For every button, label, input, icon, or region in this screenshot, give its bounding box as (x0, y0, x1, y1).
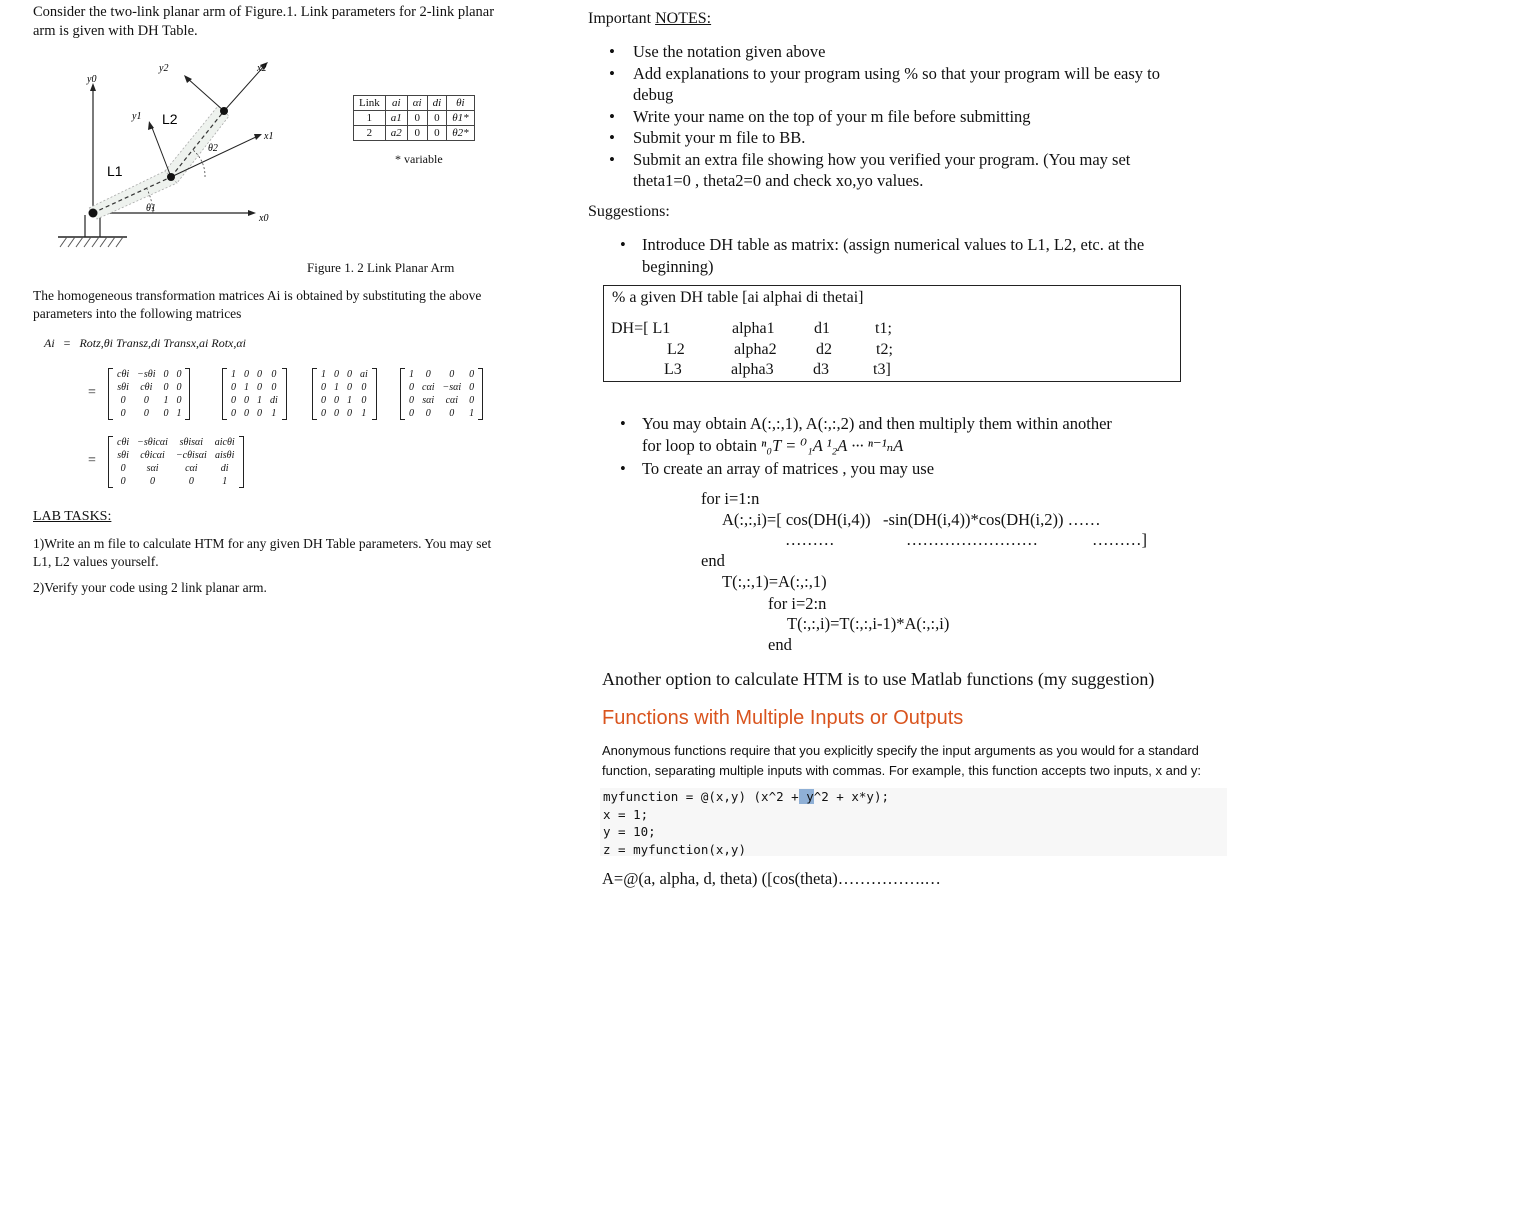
dh-header: ai (385, 96, 407, 111)
matrix-cell: 0 (176, 369, 182, 380)
code-line: x = 1; (603, 806, 649, 822)
dh-code-box (603, 285, 1181, 382)
code-line (600, 788, 1227, 806)
matrix-cell: 0 (361, 395, 367, 406)
code-example (600, 788, 1227, 856)
matrix-cell: 0 (409, 395, 414, 406)
matrix-cell: 0 (120, 408, 126, 419)
matrix-row (113, 407, 185, 420)
suggestions-title: Suggestions: (588, 203, 670, 220)
matrix-cell: 0 (469, 382, 475, 393)
matrix-cell: cαi (185, 463, 198, 474)
label-l2: L2 (162, 111, 178, 127)
code-line: end (768, 635, 792, 654)
htm-formula: ⁿ₀T = ⁰₁A ¹₂A ··· ⁿ⁻¹ₙA (761, 435, 904, 455)
matrix-row (113, 475, 239, 488)
dh-cell: 0 (407, 126, 427, 141)
matrix-cell: 1 (257, 395, 262, 406)
matrix-cell: 0 (231, 408, 236, 419)
intro-text: Consider the two-link planar arm of Figure.1. Link parameters for 2-link planar arm is given with DH Table. (33, 4, 495, 39)
suggestion-item: • Introduce DH table as matrix: (assign numerical values to L1, L2, etc. at the beginning) (642, 234, 1182, 277)
matrix-rot-x (400, 368, 483, 420)
matrix-cell: 0 (120, 395, 126, 406)
variable-note: * variable (395, 152, 443, 166)
matrix-row (317, 368, 372, 381)
dh-code-cell: L2 (667, 341, 685, 358)
elbow-joint (167, 173, 175, 181)
matrix-cell: 0 (163, 408, 169, 419)
label-y1: y1 (132, 111, 142, 122)
matrix-row (405, 381, 478, 394)
matrix-row (113, 394, 185, 407)
dh-cell: 2 (354, 126, 386, 141)
matrix-cell: 1 (334, 382, 339, 393)
matrix-cell: 0 (143, 395, 149, 406)
matrix-cell: ai (360, 369, 368, 380)
list-item: • Add explanations to your program using % so that your program will be easy to debug (606, 63, 1176, 106)
matrix-cell: 0 (425, 408, 431, 419)
two-link-arm-figure (55, 55, 335, 260)
matrix-cell: sαi (146, 463, 159, 474)
dh-cell: 0 (427, 126, 447, 141)
matrix-trans-z (222, 368, 287, 420)
code-selection: y (798, 789, 814, 804)
matrix-cell: 0 (449, 369, 455, 380)
final-line: A=@(a, alpha, d, theta) ([cos(theta)…………….… (602, 869, 941, 888)
matrix-row (113, 449, 239, 462)
matrix-cell: 0 (361, 382, 367, 393)
dh-header: αi (407, 96, 427, 111)
matrix-cell: 0 (409, 382, 414, 393)
lab-tasks-title: LAB TASKS: (33, 509, 112, 524)
notes-title (588, 10, 711, 28)
homogeneous-text: The homogeneous transformation matrices Ai is obtained by substituting the above parameters into the following matrices (33, 288, 482, 321)
matrix-cell: 0 (347, 382, 352, 393)
notes-list (606, 41, 1176, 192)
code-segment: myfunction = @(x,y) (x^2 + (603, 789, 799, 804)
matrix-rot-z (108, 368, 190, 420)
matrix-cell: sθi (117, 382, 129, 393)
label-x2: x2 (257, 63, 267, 74)
task-2: 2)Verify your code using 2 link planar arm. (33, 580, 267, 595)
matrix-cell: 0 (244, 395, 249, 406)
label-y0: y0 (87, 74, 97, 85)
matrix-row (317, 407, 372, 420)
dh-code-cell: d3 (813, 361, 829, 378)
matrix-row (405, 407, 478, 420)
matrix-cell: cαi (445, 395, 459, 406)
eq-sign: = (88, 385, 96, 400)
matrix-cell: 0 (163, 369, 169, 380)
dh-header: Link (354, 96, 386, 111)
functions-heading: Functions with Multiple Inputs or Outputs (602, 707, 964, 729)
code-line: for i=1:n (701, 489, 760, 508)
code-segment: ^2 + x*y); (813, 789, 889, 804)
matrix-cell: 0 (334, 395, 339, 406)
label-theta2: θ2 (208, 143, 218, 154)
matrix-cell: cαi (422, 382, 435, 393)
base-joint (89, 209, 98, 218)
code-line: end (701, 551, 725, 570)
matrix-cell: 1 (347, 395, 352, 406)
matrix-cell: 1 (271, 408, 277, 419)
list-item: • Submit an extra file showing how you verified your program. (You may set theta1=0 , theta2=0 and check xo,yo values. (606, 149, 1176, 192)
matrix-row (227, 368, 282, 381)
matrix-cell: sαi (422, 395, 435, 406)
dh-code-cell: t1; (875, 320, 892, 337)
another-option-text: Another option to calculate HTM is to use Matlab functions (my suggestion) (602, 669, 1155, 689)
code-line: T(:,:,1)=A(:,:,1) (722, 572, 827, 591)
matrix-cell: 0 (176, 382, 182, 393)
matrix-cell: 1 (176, 408, 182, 419)
matrix-cell: 1 (361, 408, 367, 419)
dh-code-cell: t3] (873, 361, 891, 378)
matrix-cell: 0 (231, 395, 236, 406)
matrix-cell: aicθi (214, 437, 235, 448)
notes-title-prefix: Important (588, 10, 656, 27)
matrix-row (405, 394, 478, 407)
matrix-cell: 0 (469, 369, 475, 380)
matrix-cell: sθi (117, 450, 129, 461)
dh-cell: a2 (385, 126, 407, 141)
matrix-cell: 0 (143, 408, 149, 419)
dh-cell: a1 (385, 111, 407, 126)
matrix-cell: 0 (120, 463, 126, 474)
matrix-cell: 0 (163, 382, 169, 393)
dh-code-cell: alpha2 (734, 341, 777, 358)
matrix-cell: −sθicαi (137, 437, 168, 448)
matrix-cell: 0 (231, 382, 236, 393)
code-line: for i=2:n (768, 594, 827, 613)
code-line: …………………… (906, 530, 1038, 549)
task-1: 1)Write an m file to calculate HTM for any given DH Table parameters. You may set L1, L2 values yourself. (33, 536, 492, 569)
matrix-row (317, 394, 372, 407)
matrix-row (113, 381, 185, 394)
matrix-cell: 0 (257, 369, 262, 380)
dh-code-cell: t2; (876, 341, 893, 358)
code-line: ……… (785, 530, 835, 549)
matrix-cell: cθi (117, 369, 130, 380)
matrix-row (405, 368, 478, 381)
list-item: • Write your name on the top of your m file before submitting (606, 106, 1176, 128)
matrix-result (108, 436, 244, 488)
matrix-cell: 0 (321, 382, 326, 393)
matrix-cell: 0 (188, 476, 194, 487)
label-x0: x0 (259, 213, 269, 224)
matrix-cell: cθi (117, 437, 130, 448)
matrix-row (113, 368, 185, 381)
matrix-cell: 1 (409, 369, 414, 380)
matrix-cell: −cθisαi (175, 450, 207, 461)
dh-comment: % a given DH table [ai alphai di thetai] (612, 289, 864, 306)
matrix-trans-x (312, 368, 377, 420)
matrix-row (113, 462, 239, 475)
dh-code-cell: d2 (816, 341, 832, 358)
code-line: T(:,:,i)=T(:,:,i-1)*A(:,:,i) (787, 614, 950, 633)
dh-code-cell: L3 (664, 361, 682, 378)
list-item: • Use the notation given above (606, 41, 1176, 63)
matrix-cell: 0 (321, 408, 326, 419)
list-item: • Submit your m file to BB. (606, 127, 1176, 149)
suggestion-text: for loop to obtain (642, 435, 762, 455)
matrix-row (227, 407, 282, 420)
dh-code-cell: DH=[ L1 (611, 320, 671, 337)
matrix-cell: di (270, 395, 278, 406)
matrix-cell: di (220, 463, 229, 474)
matrix-cell: 1 (231, 369, 236, 380)
matrix-cell: 1 (321, 369, 326, 380)
dh-cell: 1 (354, 111, 386, 126)
matrix-cell: 0 (409, 408, 414, 419)
matrix-cell: 0 (271, 369, 277, 380)
eq-sign: = (63, 336, 71, 350)
matrix-cell: 1 (222, 476, 228, 487)
matrix-cell: 0 (257, 382, 262, 393)
matrix-cell: 0 (244, 369, 249, 380)
ground-hatch (60, 237, 123, 247)
dh-cell: θ1* (447, 111, 474, 126)
eq-sign: = (88, 453, 96, 468)
matrix-cell: −sθi (137, 369, 156, 380)
matrix-cell: 0 (334, 369, 339, 380)
matrix-cell: 0 (347, 408, 352, 419)
matrix-row (227, 394, 282, 407)
matrix-cell: 0 (334, 408, 339, 419)
dh-parameter-table (353, 95, 475, 141)
eq-lhs: Ai (44, 336, 55, 350)
dh-row (354, 111, 475, 126)
anonymous-functions-text: Anonymous functions require that you explicitly specify the input arguments as you would for a standard function, separating multiple inputs with commas. For example, this function accepts two inputs, x and y: (602, 743, 1202, 778)
label-theta1: θ1 (146, 203, 156, 214)
code-line: A(:,:,i)=[ cos(DH(i,4)) -sin(DH(i,4))*cos(DH(i,2)) …… (722, 510, 1101, 529)
matrix-cell: 1 (163, 395, 169, 406)
label-x1: x1 (264, 131, 274, 142)
code-line: z = myfunction(x,y) (603, 841, 746, 857)
matrix-row (317, 381, 372, 394)
matrix-cell: 0 (449, 408, 455, 419)
matrix-row (113, 436, 239, 449)
matrix-cell: 0 (176, 395, 182, 406)
label-y2: y2 (159, 63, 169, 74)
dh-cell: 0 (427, 111, 447, 126)
eq-rhs: Rotz,θi Transz,di Transx,ai Rotx,αi (79, 336, 247, 350)
dh-header-row (354, 96, 475, 111)
dh-code-cell: alpha1 (732, 320, 775, 337)
matrix-cell: aisθi (215, 450, 235, 461)
code-line: y = 10; (603, 824, 656, 839)
dh-cell: θ2* (447, 126, 474, 141)
matrix-cell: 0 (271, 382, 277, 393)
code-line: ………] (1092, 530, 1147, 549)
suggestion-item (642, 413, 1182, 456)
dh-code-cell: d1 (814, 320, 830, 337)
dh-header: θi (447, 96, 474, 111)
suggestion-text: • You may obtain A(:,:,1), A(:,:,2) and then multiply them within another (642, 414, 1112, 433)
matrix-cell: 1 (469, 408, 475, 419)
dh-header: di (427, 96, 447, 111)
dh-code-cell: alpha3 (731, 361, 774, 378)
matrix-cell: 0 (150, 476, 156, 487)
matrix-cell: 1 (244, 382, 249, 393)
matrix-cell: cθicαi (140, 450, 165, 461)
dh-row (354, 126, 475, 141)
label-l1: L1 (107, 163, 123, 179)
matrix-cell: sθisαi (179, 437, 204, 448)
matrix-cell: −sαi (442, 382, 462, 393)
notes-title-underlined: NOTES: (655, 10, 712, 27)
matrix-cell: 0 (347, 369, 352, 380)
matrix-cell: 0 (257, 408, 262, 419)
matrix-cell: 0 (120, 476, 126, 487)
matrix-cell: 0 (244, 408, 249, 419)
dh-cell: 0 (407, 111, 427, 126)
matrix-cell: 0 (469, 395, 475, 406)
suggestion-item: • To create an array of matrices , you may use (642, 458, 1182, 480)
equation-line (44, 336, 246, 351)
matrix-cell: 0 (321, 395, 326, 406)
figure-caption: Figure 1. 2 Link Planar Arm (307, 260, 455, 275)
end-effector (220, 107, 228, 115)
matrix-cell: cθi (140, 382, 153, 393)
matrix-row (227, 381, 282, 394)
matrix-cell: 0 (425, 369, 431, 380)
